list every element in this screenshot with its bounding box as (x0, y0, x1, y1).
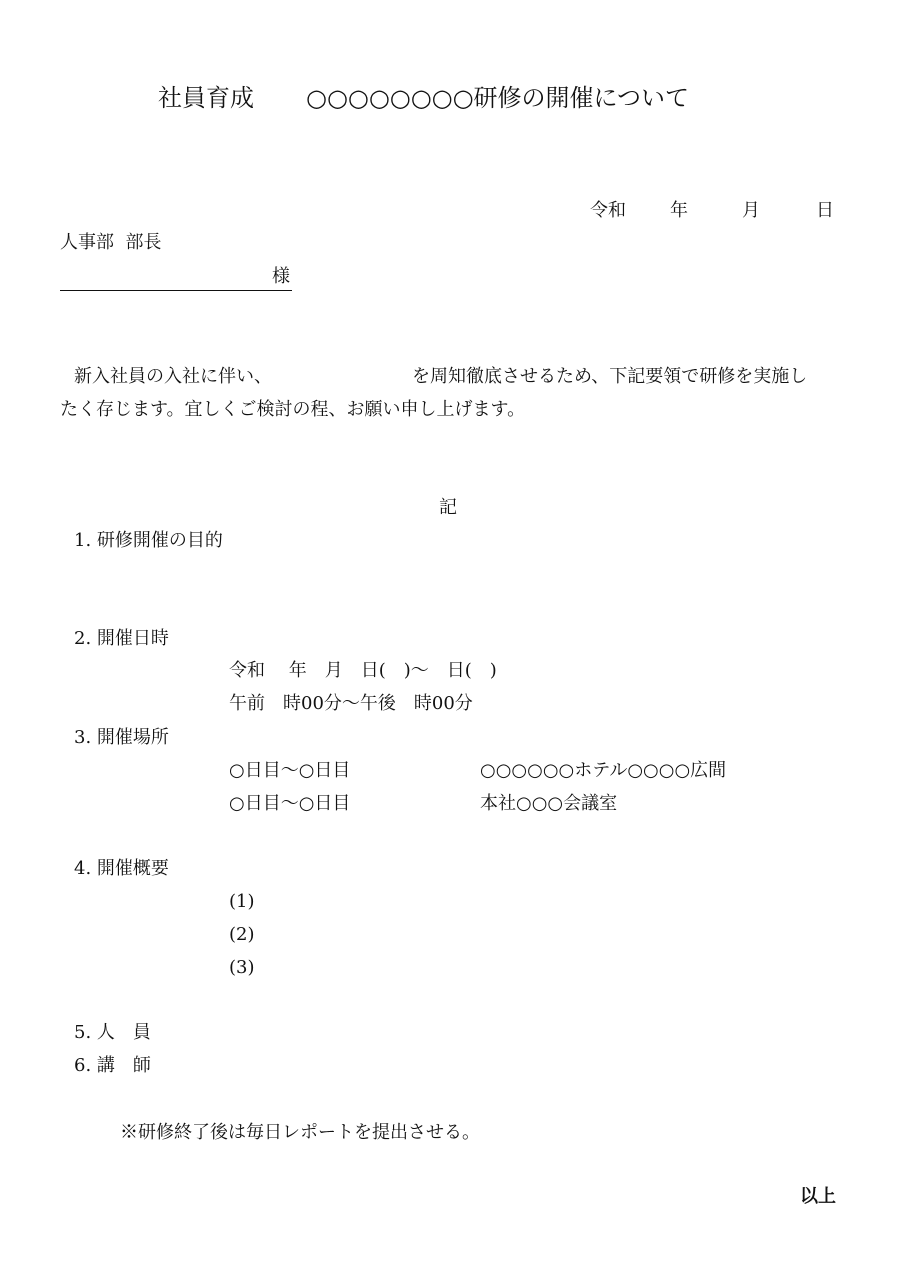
place-row-2-venue: 本社○○○会議室 (480, 793, 618, 814)
report-note: ※研修終了後は毎日レポートを提出させる。 (120, 1122, 480, 1143)
date-month: 月 (742, 200, 760, 221)
body-line-2: たく存じます。宜しくご検討の程、お願い申し上げます。 (60, 399, 526, 420)
department-name: 人事部 (60, 232, 114, 253)
title-prefix: 社員育成 (158, 84, 254, 112)
section-overview-label: 4. 開催概要 (74, 858, 169, 879)
overview-item-2: (2) (229, 924, 255, 945)
title-main: ○○○○○○○○研修の開催について (306, 84, 690, 112)
section-place-label: 3. 開催場所 (74, 727, 169, 748)
document-title (158, 84, 689, 113)
date-year: 年 (670, 200, 688, 221)
ki-heading: 記 (439, 497, 457, 518)
date-day: 日 (816, 200, 834, 221)
recipient-honorific: 様 (272, 266, 290, 287)
section-people-label: 5. 人 員 (74, 1022, 151, 1043)
overview-item-1: (1) (229, 891, 255, 912)
place-row-1-days: ○日目～○日目 (229, 760, 351, 781)
section-purpose-label: 1. 研修開催の目的 (74, 530, 223, 551)
section-datetime-label: 2. 開催日時 (74, 628, 169, 649)
recipient-name-line (60, 290, 292, 291)
overview-item-3: (3) (229, 957, 255, 978)
datetime-time-line: 午前 時00分～午後 時00分 (229, 693, 473, 714)
place-row-2-days: ○日目～○日目 (229, 793, 351, 814)
datetime-date-line: 令和 年 月 日( )～ 日( ) (229, 660, 497, 681)
document-date (590, 200, 834, 222)
body-line-1 (74, 366, 807, 388)
place-row-1-venue: ○○○○○○ホテル○○○○広間 (480, 760, 727, 781)
department-title: 部長 (125, 232, 162, 253)
body-line-1-before: 新入社員の入社に伴い、 (74, 366, 272, 387)
section-lecturer-label: 6. 講 師 (74, 1055, 151, 1076)
closing-ijou: 以上 (800, 1186, 836, 1207)
body-line-1-after: を周知徹底させるため、下記要領で研修を実施し (412, 366, 808, 387)
recipient-department (60, 232, 161, 254)
date-era: 令和 (590, 200, 626, 221)
